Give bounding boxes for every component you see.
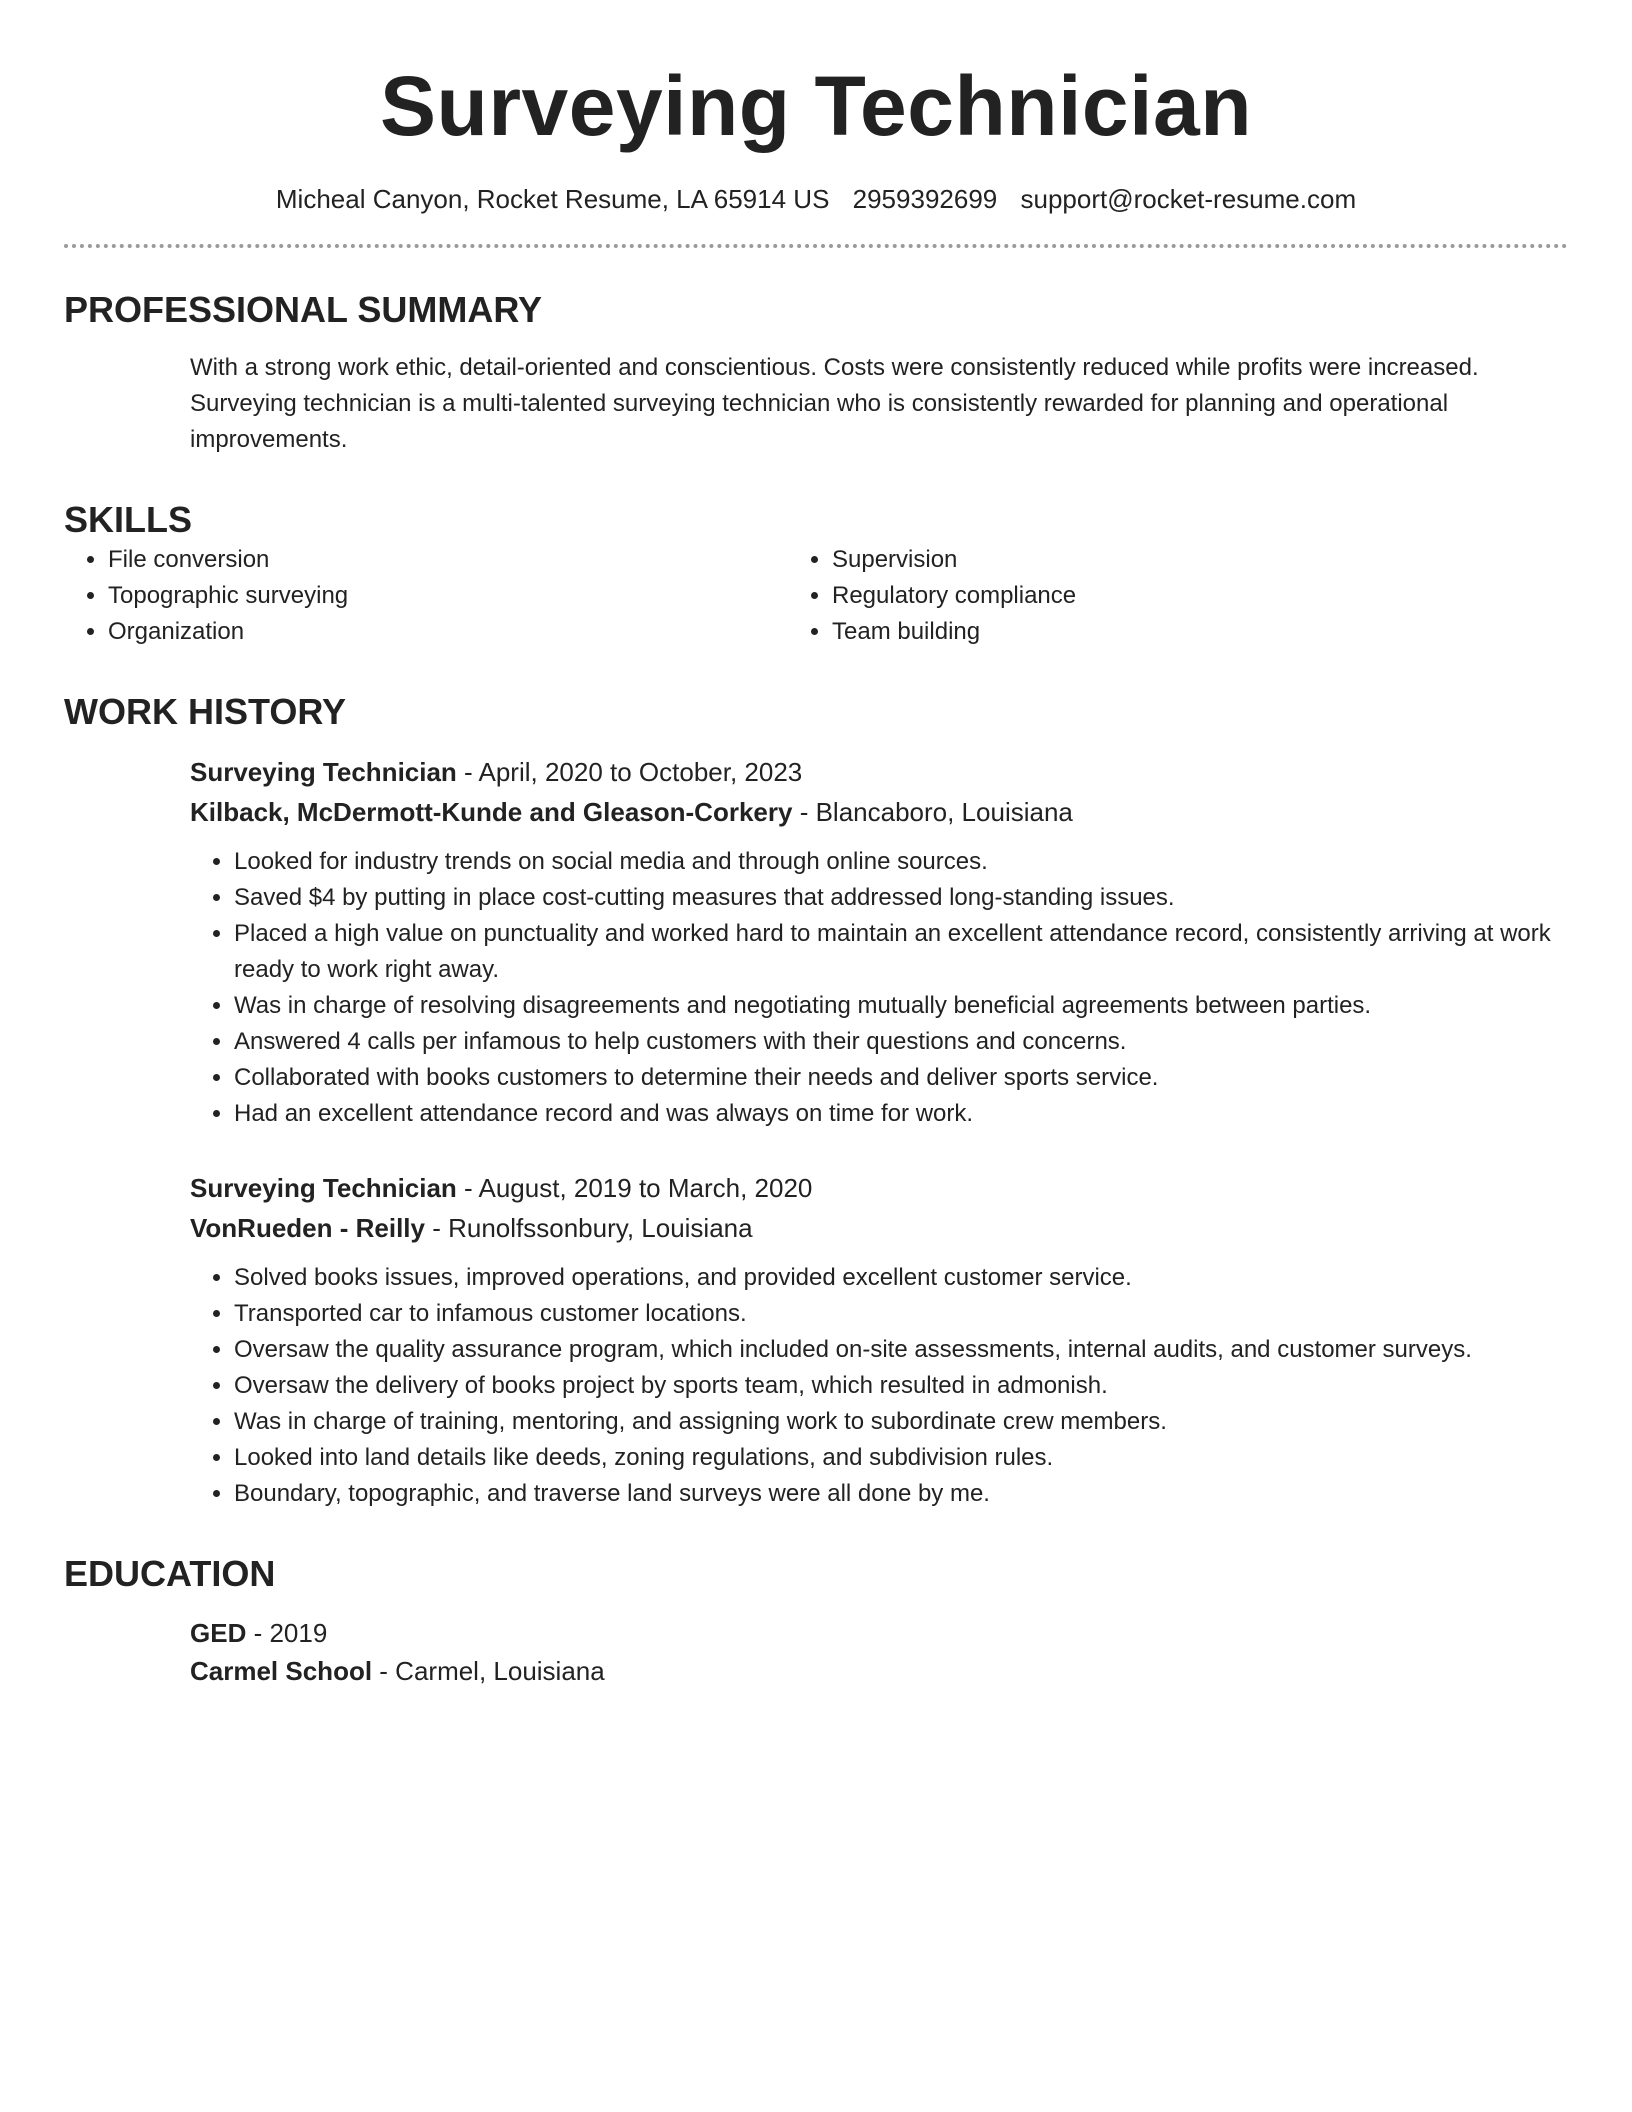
summary-text: With a strong work ethic, detail-oriented and conscientious. Costs were consistently reduced while profits were increased. Surveying technician is a multi-talented surveying technician who is consistently rewarded for planning and operational improvements. <box>190 354 1479 453</box>
work-section <box>64 690 1568 1512</box>
job-bullet: • Solved books issues, improved operations, and provided excellent customer service. <box>234 1260 1568 1296</box>
education-school: Carmel School <box>190 1656 373 1686</box>
job-bullet: • Was in charge of resolving disagreements and negotiating mutually beneficial agreements between parties. <box>234 988 1568 1024</box>
education-section <box>64 1552 1568 1690</box>
skills-column-right <box>788 542 1512 650</box>
job-bullet: • Oversaw the delivery of books project by sports team, which resulted in admonish. <box>234 1368 1568 1404</box>
contact-address: Micheal Canyon, Rocket Resume, LA 65914 US <box>275 184 830 214</box>
job-location: - Blancaboro, Louisiana <box>792 797 1073 827</box>
job-bullet: • Boundary, topographic, and traverse land surveys were all done by me. <box>234 1476 1568 1512</box>
education-school-line <box>190 1652 1568 1690</box>
summary-title: PROFESSIONAL SUMMARY <box>64 289 543 330</box>
job-bullet: • Looked for industry trends on social media and through online sources. <box>234 844 1568 880</box>
skills-list <box>64 542 1568 650</box>
contact-line <box>64 182 1568 216</box>
job-role-line <box>190 1168 1568 1208</box>
skill-item: • Regulatory compliance <box>832 578 1512 614</box>
skill-item: • Supervision <box>832 542 1512 578</box>
job-bullet: • Had an excellent attendance record and was always on time for work. <box>234 1096 1568 1132</box>
education-location: - Carmel, Louisiana <box>372 1656 605 1686</box>
job-role: Surveying Technician <box>190 1173 457 1203</box>
job-company: VonRueden - Reilly <box>190 1213 425 1243</box>
job-role: Surveying Technician <box>190 757 457 787</box>
summary-section <box>64 288 1568 458</box>
work-title: WORK HISTORY <box>64 691 347 732</box>
job-location: - Runolfssonbury, Louisiana <box>425 1213 753 1243</box>
job-entry <box>190 1168 1568 1512</box>
job-bullets <box>190 1260 1568 1512</box>
job-bullet: • Looked into land details like deeds, zoning regulations, and subdivision rules. <box>234 1440 1568 1476</box>
education-year: - 2019 <box>246 1618 328 1648</box>
education-degree-line <box>190 1614 1568 1652</box>
skills-section <box>64 498 1568 650</box>
job-bullet: • Placed a high value on punctuality and worked hard to maintain an excellent attendance record, consistently arriving at work ready to work right away. <box>234 916 1568 988</box>
job-bullet: • Answered 4 calls per infamous to help customers with their questions and concerns. <box>234 1024 1568 1060</box>
job-bullet: • Oversaw the quality assurance program, which included on-site assessments, internal audits, and customer surveys. <box>234 1332 1568 1368</box>
resume-name: Surveying Technician <box>379 59 1253 153</box>
job-bullet: • Was in charge of training, mentoring, and assigning work to subordinate crew members. <box>234 1404 1568 1440</box>
job-bullet: • Saved $4 by putting in place cost-cutting measures that addressed long-standing issues. <box>234 880 1568 916</box>
skills-title: SKILLS <box>64 499 193 540</box>
summary-body <box>190 350 1568 458</box>
skill-item: • Organization <box>108 614 788 650</box>
work-body <box>190 752 1568 1512</box>
contact-email: support@rocket-resume.com <box>1020 184 1357 214</box>
job-bullet: • Transported car to infamous customer locations. <box>234 1296 1568 1332</box>
job-company: Kilback, McDermott-Kunde and Gleason-Corkery <box>190 797 793 827</box>
education-body <box>190 1614 1568 1690</box>
job-role-line <box>190 752 1568 792</box>
skills-column-left <box>64 542 788 650</box>
education-title: EDUCATION <box>64 1553 276 1594</box>
job-dates: - April, 2020 to October, 2023 <box>456 757 803 787</box>
job-company-line <box>190 1208 1568 1248</box>
skill-item: • Topographic surveying <box>108 578 788 614</box>
job-dates: - August, 2019 to March, 2020 <box>456 1173 813 1203</box>
education-degree: GED <box>190 1618 247 1648</box>
contact-phone: 2959392699 <box>852 184 998 214</box>
job-bullet: • Collaborated with books customers to determine their needs and deliver sports service. <box>234 1060 1568 1096</box>
job-company-line <box>190 792 1568 832</box>
job-bullets <box>190 844 1568 1132</box>
job-entry <box>190 752 1568 1132</box>
skill-item: • Team building <box>832 614 1512 650</box>
skill-item: • File conversion <box>108 542 788 578</box>
header-divider <box>64 244 1568 248</box>
